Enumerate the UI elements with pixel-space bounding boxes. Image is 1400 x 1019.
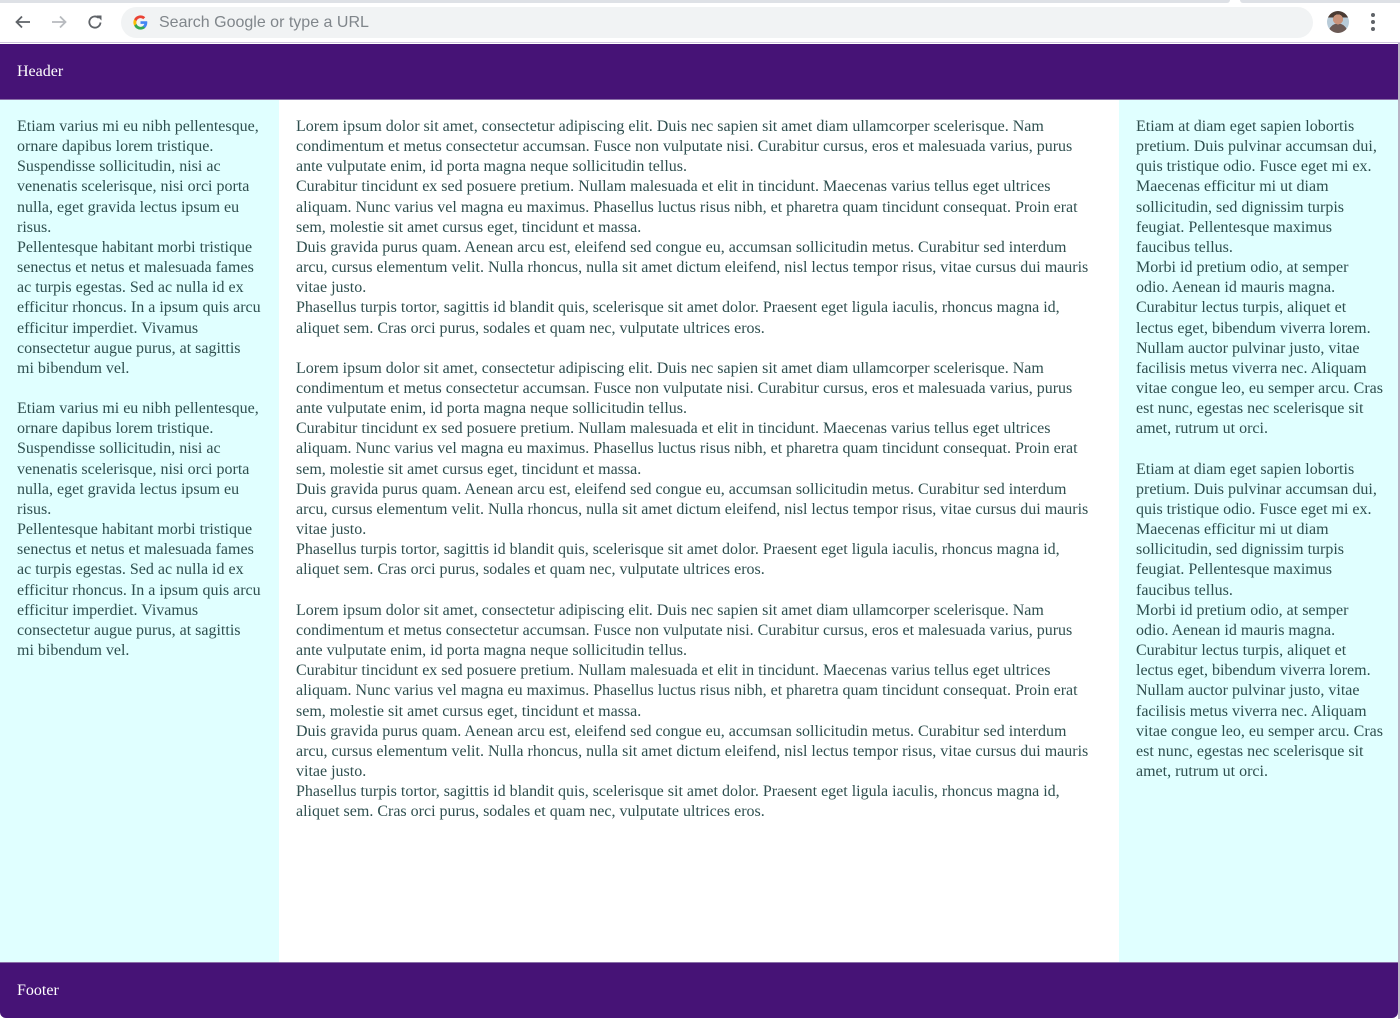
paragraph: Lorem ipsum dolor sit amet, consectetur adipiscing elit. Duis nec sapien sit amet diam ullamcorper scelerisque. Nam condimentum et metus consectetur accumsan. Fusce non vulputate nisi. Curabitur cursus, eros et malesuada varius, purus ante vulputate enim, id porta magna neque sollicitudin tellus. [296, 359, 1073, 418]
paragraph: Phasellus turpis tortor, sagittis id blandit quis, scelerisque sit amet dolor. Praesent eget ligula iaculis, rhoncus magna id, aliquet sem. Cras orci purus, sodales et quam nec, vulputate ultrices eros. [296, 541, 1060, 579]
paragraph: Etiam varius mi eu nibh pellentesque, ornare dapibus lorem tristique. Suspendisse sollicitudin, nisi ac venenatis scelerisque, nisi orci porta nulla, eget gravida lectus ipsum eu risus. [17, 400, 259, 518]
text-block [296, 117, 1099, 339]
url-input[interactable] [159, 9, 1259, 37]
paragraph: Morbi id pretium odio, at semper odio. Aenean id mauris magna. Curabitur lectus turpis, aliquet et lectus eget, bibendum viverra lorem. Nullam auctor pulvinar justo, vitae facilisis metus viverra nec. Aliquam vitae congue leo, eu semper arcu. Cras est nunc, egestas nec scelerisque sit amet, rutrum ut orci. [1136, 601, 1384, 780]
paragraph: Etiam varius mi eu nibh pellentesque, ornare dapibus lorem tristique. Suspendisse sollicitudin, nisi ac venenatis scelerisque, nisi orci porta nulla, eget gravida lectus ipsum eu risus. [17, 118, 259, 236]
left-sidebar [0, 100, 279, 962]
paragraph: Duis gravida purus quam. Aenean arcu est, eleifend sed congue eu, accumsan sollicitudin metus. Curabitur sed interdum arcu, cursus elementum velit. Nulla rhoncus, nulla sit amet dictum eleifend, nisl lectus tempor risus, vitae cursus dui mauris vitae justo. [296, 238, 1089, 297]
avatar[interactable] [1327, 11, 1349, 33]
text-block [17, 117, 261, 379]
arrow-right-icon [50, 13, 68, 31]
paragraph: Curabitur tincidunt ex sed posuere pretium. Nullam malesuada et elit in tincidunt. Maecenas varius tellus eget ultrices aliquam. Nunc varius vel magna eu maximus. Phasellus luctus risus nibh, et pharetra quam tincidunt consequat. Proin erat sem, molestie sit amet cursus eget, tincidunt et massa. [296, 178, 1078, 236]
arrow-left-icon [14, 13, 32, 31]
paragraph: Pellentesque habitant morbi tristique senectus et netus et malesuada fames ac turpis egestas. Sed ac nulla id ex efficitur rhoncus. In a ipsum quis arcu efficitur imperdiet. Vivamus consectetur augue purus, at sagittis mi bibendum vel. [17, 521, 261, 660]
main-content [279, 100, 1119, 962]
paragraph: Phasellus turpis tortor, sagittis id blandit quis, scelerisque sit amet dolor. Praesent eget ligula iaculis, rhoncus magna id, aliquet sem. Cras orci purus, sodales et quam nec, vulputate ultrices eros. [296, 299, 1060, 337]
right-sidebar [1119, 100, 1398, 962]
reload-button[interactable] [83, 10, 107, 34]
paragraph: Lorem ipsum dolor sit amet, consectetur adipiscing elit. Duis nec sapien sit amet diam ullamcorper scelerisque. Nam condimentum et metus consectetur accumsan. Fusce non vulputate nisi. Curabitur cursus, eros et malesuada varius, purus ante vulputate enim, id porta magna neque sollicitudin tellus. [296, 118, 1073, 176]
header-title: Header [17, 62, 64, 80]
paragraph: Curabitur tincidunt ex sed posuere pretium. Nullam malesuada et elit in tincidunt. Maecenas varius tellus eget ultrices aliquam. Nunc varius vel magna eu maximus. Phasellus luctus risus nibh, et pharetra quam tincidunt consequat. Proin erat sem, molestie sit amet cursus eget, tincidunt et massa. [296, 662, 1078, 720]
address-bar[interactable] [121, 7, 1313, 38]
paragraph: Etiam at diam eget sapien lobortis pretium. Duis pulvinar accumsan dui, quis tristique odio. Fusce eget mi ex. Maecenas efficitur mi ut diam sollicitudin, sed dignissim turpis feugiat. Pellentesque maximus faucibus tellus. [1136, 118, 1377, 256]
text-block [1136, 460, 1384, 783]
tab-strip-new-tab-area [1240, 0, 1400, 3]
paragraph: Morbi id pretium odio, at semper odio. Aenean id mauris magna. Curabitur lectus turpis, aliquet et lectus eget, bibendum viverra lorem. Nullam auctor pulvinar justo, vitae facilisis metus viverra nec. Aliquam vitae congue leo, eu semper arcu. Cras est nunc, egestas nec scelerisque sit amet, rutrum ut orci. [1136, 259, 1384, 438]
paragraph: Duis gravida purus quam. Aenean arcu est, eleifend sed congue eu, accumsan sollicitudin metus. Curabitur sed interdum arcu, cursus elementum velit. Nulla rhoncus, nulla sit amet dictum eleifend, nisl lectus tempor risus, vitae cursus dui mauris vitae justo. [296, 480, 1089, 539]
text-block [17, 399, 261, 661]
browser-toolbar [0, 0, 1400, 43]
paragraph: Etiam at diam eget sapien lobortis pretium. Duis pulvinar accumsan dui, quis tristique odio. Fusce eget mi ex. Maecenas efficitur mi ut diam sollicitudin, sed dignissim turpis feugiat. Pellentesque maximus faucibus tellus. [1136, 460, 1377, 599]
page-footer [0, 962, 1398, 1018]
back-button[interactable] [11, 10, 35, 34]
google-logo-icon [132, 14, 149, 31]
tab-strip [0, 0, 1230, 3]
paragraph: Curabitur tincidunt ex sed posuere pretium. Nullam malesuada et elit in tincidunt. Maecenas varius tellus eget ultrices aliquam. Nunc varius vel magna eu maximus. Phasellus luctus risus nibh, et pharetra quam tincidunt consequat. Proin erat sem, molestie sit amet cursus eget, tincidunt et massa. [296, 420, 1078, 478]
text-block [296, 359, 1099, 581]
page-header [0, 44, 1398, 100]
paragraph: Lorem ipsum dolor sit amet, consectetur adipiscing elit. Duis nec sapien sit amet diam ullamcorper scelerisque. Nam condimentum et metus consectetur accumsan. Fusce non vulputate nisi. Curabitur cursus, eros et malesuada varius, purus ante vulputate enim, id porta magna neque sollicitudin tellus. [296, 601, 1073, 660]
reload-icon [86, 13, 104, 31]
text-block [296, 601, 1099, 823]
paragraph: Pellentesque habitant morbi tristique senectus et netus et malesuada fames ac turpis egestas. Sed ac nulla id ex efficitur rhoncus. In a ipsum quis arcu efficitur imperdiet. Vivamus consectetur augue purus, at sagittis mi bibendum vel. [17, 238, 261, 377]
footer-title: Footer [17, 981, 59, 999]
paragraph: Duis gravida purus quam. Aenean arcu est, eleifend sed congue eu, accumsan sollicitudin metus. Curabitur sed interdum arcu, cursus elementum velit. Nulla rhoncus, nulla sit amet dictum eleifend, nisl lectus tempor risus, vitae cursus dui mauris vitae justo. [296, 722, 1089, 780]
text-block [1136, 117, 1384, 440]
paragraph: Phasellus turpis tortor, sagittis id blandit quis, scelerisque sit amet dolor. Praesent eget ligula iaculis, rhoncus magna id, aliquet sem. Cras orci purus, sodales et quam nec, vulputate ultrices eros. [296, 783, 1060, 821]
forward-button[interactable] [47, 10, 71, 34]
kebab-menu-icon[interactable] [1366, 11, 1380, 33]
